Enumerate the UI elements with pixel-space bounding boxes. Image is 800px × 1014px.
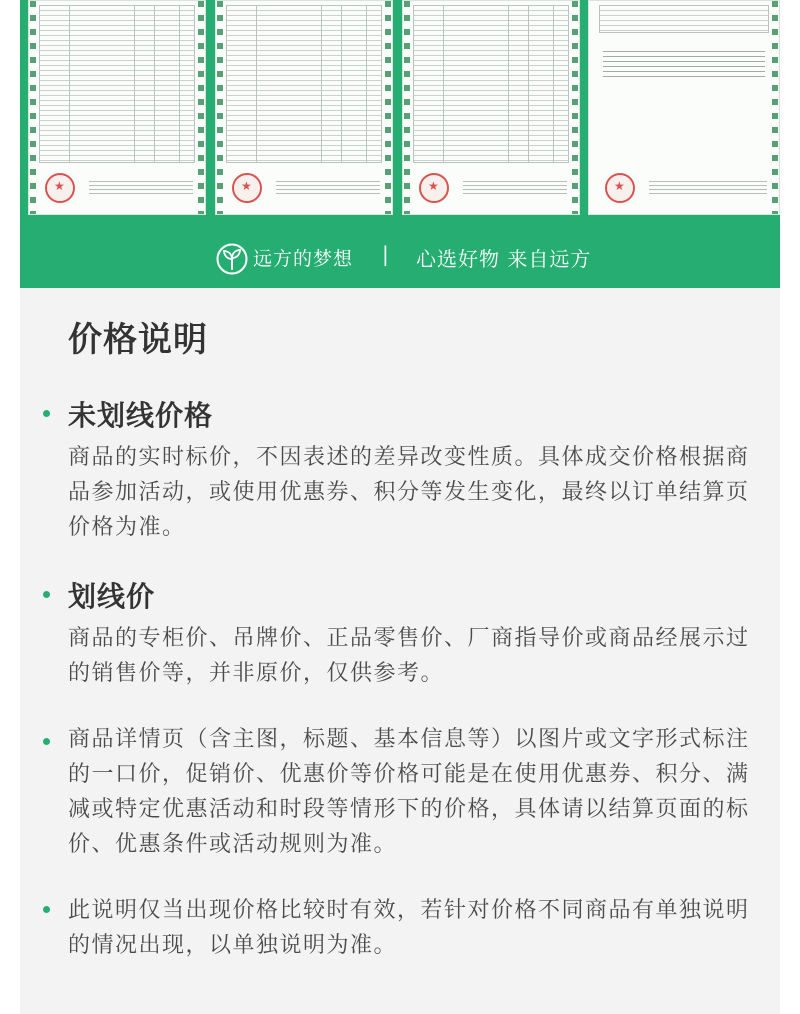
red-seal-icon — [419, 173, 449, 203]
test-report-image-1 — [28, 0, 206, 215]
brand-slogan: 心选好物 来自远方 — [416, 247, 592, 271]
red-seal-icon — [45, 173, 75, 203]
red-seal-icon — [605, 173, 635, 203]
test-report-image-2 — [215, 0, 393, 215]
section-text-lined-price: 商品的专柜价、吊牌价、正品零售价、厂商指导价或商品经展示过的销售价等，并非原价，仅供参考。 — [68, 626, 750, 686]
bullet-icon — [43, 738, 50, 745]
bullet-icon — [43, 591, 50, 598]
bullet-icon — [43, 410, 50, 417]
section-text-unlined-price: 商品的实时标价，不因表述的差异改变性质。具体成交价格根据商品参加活动，或使用优惠券、积分等发生变化，最终以订单结算页价格为准。 — [68, 445, 750, 540]
section-title-lined-price: 划线价 — [68, 580, 156, 613]
note-price-comparison: 此说明仅当出现价格比较时有效，若针对价格不同商品有单独说明的情况出现，以单独说明为准。 — [68, 898, 750, 958]
page-title: 价格说明 — [68, 320, 208, 360]
sprout-icon — [216, 243, 248, 275]
section-title-unlined-price: 未划线价格 — [68, 399, 214, 432]
bullet-icon — [43, 906, 50, 913]
report-banner — [0, 0, 800, 288]
red-seal-icon — [232, 173, 262, 203]
test-report-image-4 — [588, 0, 780, 215]
brand-name: 远方的梦想 — [253, 248, 354, 270]
brand-bar — [20, 228, 780, 288]
brand-separator: | — [382, 242, 389, 266]
test-report-image-3 — [402, 0, 580, 215]
note-detail-page-prices: 商品详情页（含主图，标题、基本信息等）以图片或文字形式标注的一口价，促销价、优惠价等价格可能是在使用优惠券、积分、满减或特定优惠活动和时段等情形下的价格，具体请以结算页面的标价、优惠条件或活动规则为准。 — [68, 727, 750, 857]
